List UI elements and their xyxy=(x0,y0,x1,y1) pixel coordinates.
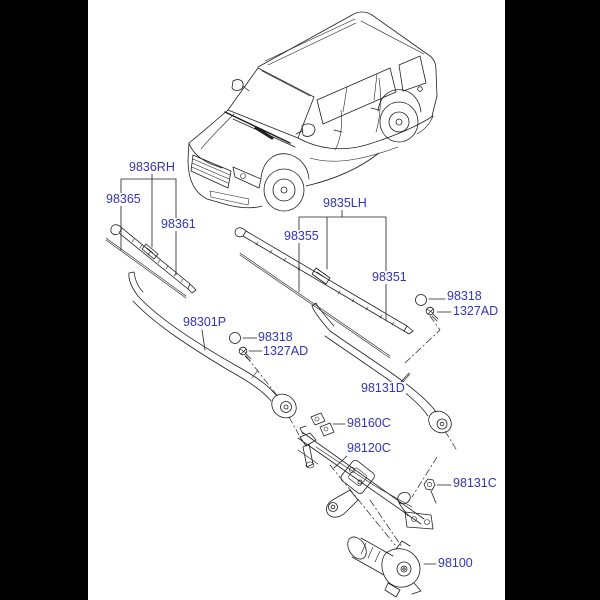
callout-rh-blade: 98361 xyxy=(161,217,196,231)
callout-linkage: 98120C xyxy=(347,441,391,455)
nut-icon xyxy=(424,479,435,490)
callout-rh-refill: 98365 xyxy=(106,192,141,206)
clip-icon xyxy=(311,413,334,436)
callout-clip: 98160C xyxy=(347,416,391,430)
callout-grommet-right: 98318 xyxy=(447,289,482,303)
callout-grommet-left: 98318 xyxy=(258,330,293,344)
callout-lh-blade: 98351 xyxy=(372,270,407,284)
wiper-motor xyxy=(344,534,421,597)
callout-nut: 98131C xyxy=(453,476,497,490)
grommet-right-icon xyxy=(416,295,427,306)
callout-arm-lh: 98131D xyxy=(361,381,405,395)
callout-rh-assembly: 9836RH xyxy=(129,160,175,174)
callout-arm-rh: 98301P xyxy=(183,315,227,329)
callout-motor: 98100 xyxy=(438,556,473,570)
rh-blade-group xyxy=(106,225,196,298)
vehicle-illustration xyxy=(188,12,437,211)
callout-lh-assembly: 9835LH xyxy=(323,196,367,210)
callout-lh-refill: 98355 xyxy=(284,229,319,243)
bolt-left-icon xyxy=(239,347,251,361)
callout-bolt-left: 1327AD xyxy=(263,344,309,358)
grommet-left-icon xyxy=(230,333,241,344)
hardware-icons xyxy=(230,295,439,491)
callout-bolt-right: 1327AD xyxy=(453,304,499,318)
